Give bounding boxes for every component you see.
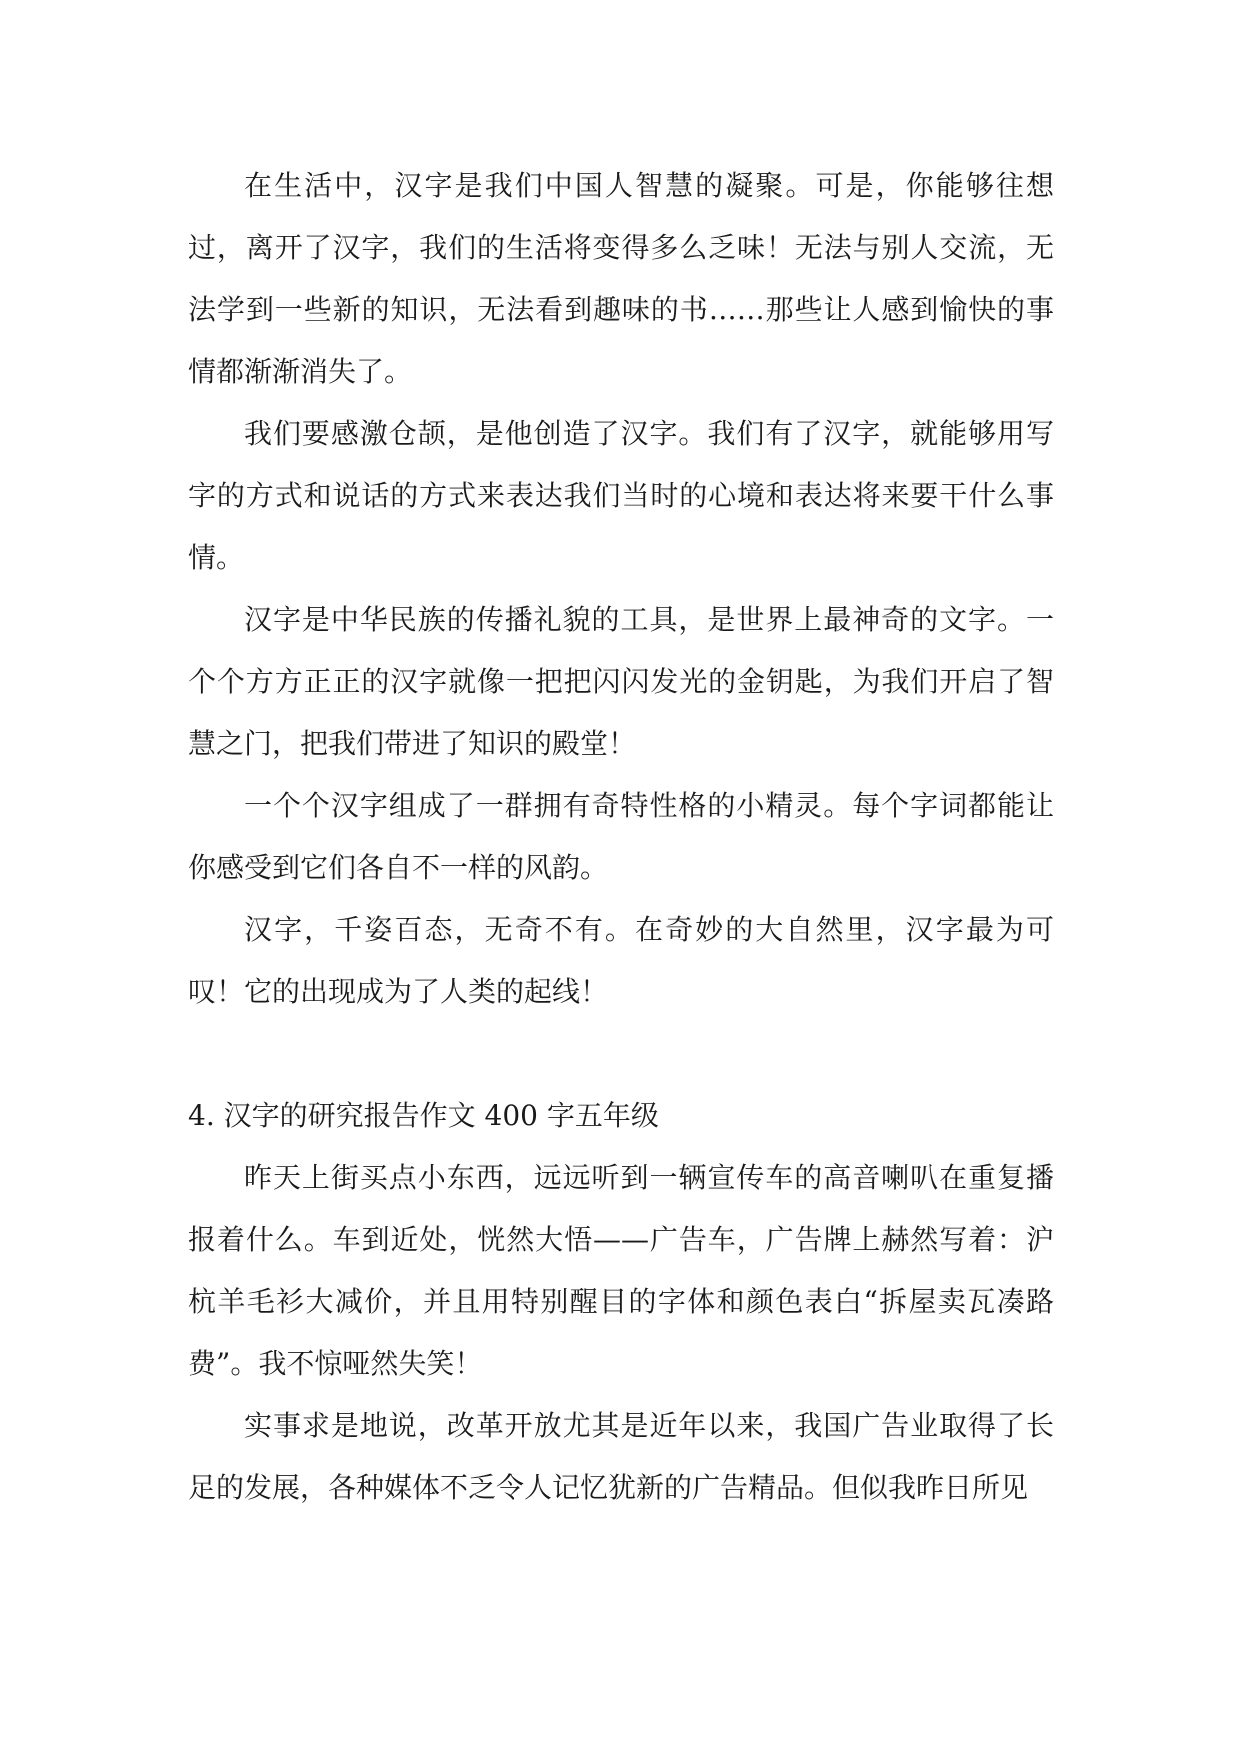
section-spacer [188,1023,1054,1085]
paragraph: 汉字，千姿百态，无奇不有。在奇妙的大自然里，汉字最为可叹！它的出现成为了人类的起线！ [188,913,1054,1008]
paragraph: 我们要感激仓颉，是他创造了汉字。我们有了汉字，就能够用写字的方式和说话的方式来表达我们当时的心境和表达将来要干什么事情。 [188,417,1054,574]
section-heading: 4. 汉字的研究报告作文 400 字五年级 [188,1099,659,1132]
paragraph: 汉字是中华民族的传播礼貌的工具，是世界上最神奇的文字。一个个方方正正的汉字就像一把把闪闪发光的金钥匙，为我们开启了智慧之门，把我们带进了知识的殿堂！ [188,603,1054,760]
paragraph: 实事求是地说，改革开放尤其是近年以来，我国广告业取得了长足的发展，各种媒体不乏令人记忆犹新的广告精品。但似我昨日所见 [188,1409,1054,1504]
document-body [188,155,1054,1519]
paragraph: 昨天上街买点小东西，远远听到一辆宣传车的高音喇叭在重复播报着什么。车到近处，恍然大悟——广告车，广告牌上赫然写着：沪杭羊毛衫大减价，并且用特别醒目的字体和颜色表白“拆屋卖瓦凑路费”。我不惊哑然失笑！ [188,1161,1054,1380]
paragraph: 在生活中，汉字是我们中国人智慧的凝聚。可是，你能够往想过，离开了汉字，我们的生活将变得多么乏味！无法与别人交流，无法学到一些新的知识，无法看到趣味的书……那些让人感到愉快的事情都渐渐消失了。 [188,169,1054,388]
paragraph: 一个个汉字组成了一群拥有奇特性格的小精灵。每个字词都能让你感受到它们各自不一样的风韵。 [188,789,1054,884]
